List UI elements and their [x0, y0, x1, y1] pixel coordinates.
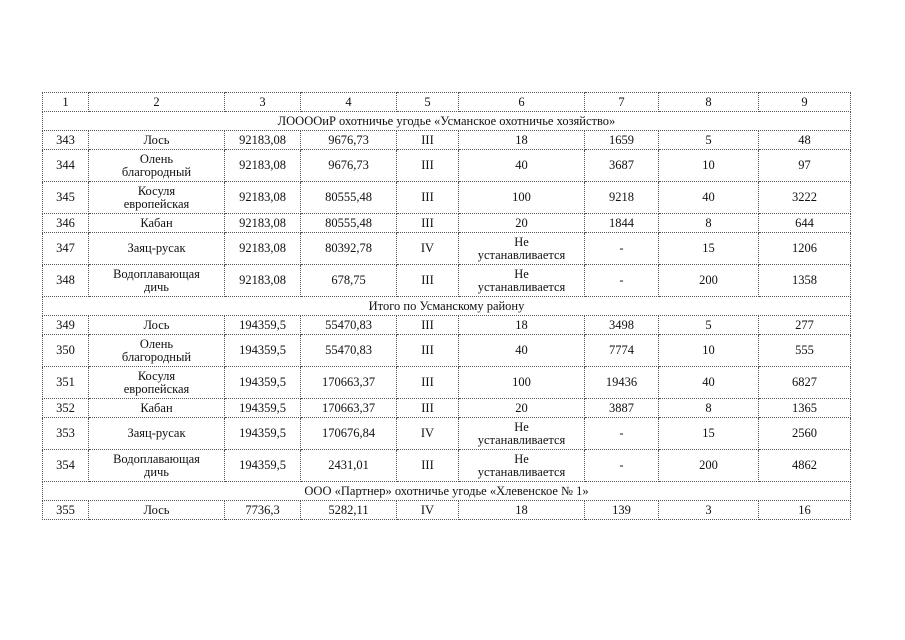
table-cell: 40 [659, 182, 759, 214]
table-cell: III [397, 450, 459, 482]
table-cell: 92183,08 [225, 265, 301, 297]
table-cell: 170676,84 [301, 418, 397, 450]
table-cell: IV [397, 501, 459, 520]
table-cell: 9676,73 [301, 131, 397, 150]
table-cell: - [585, 233, 659, 265]
table-cell: - [585, 265, 659, 297]
section-title: ООО «Партнер» охотничье угодье «Хлевенское № 1» [43, 482, 851, 501]
table-cell: Заяц-русак [89, 418, 225, 450]
header-cell: 2 [89, 93, 225, 112]
table-cell: 20 [459, 214, 585, 233]
table-cell: 80555,48 [301, 182, 397, 214]
table-cell: IV [397, 418, 459, 450]
table-row [43, 316, 851, 335]
table-cell: 3222 [759, 182, 851, 214]
table-cell: 351 [43, 367, 89, 399]
table-cell: - [585, 418, 659, 450]
header-row [43, 93, 851, 112]
table-cell: 8 [659, 214, 759, 233]
table-cell: 5282,11 [301, 501, 397, 520]
table-row [43, 233, 851, 265]
table-cell: 277 [759, 316, 851, 335]
table-cell: 9676,73 [301, 150, 397, 182]
section-title: ЛООООиР охотничье угодье «Усманское охотничье хозяйство» [43, 112, 851, 131]
table-cell: Не устанавливается [459, 418, 585, 450]
table-cell: 346 [43, 214, 89, 233]
table-cell: 555 [759, 335, 851, 367]
table-cell: Кабан [89, 214, 225, 233]
table-cell: Водоплавающая дичь [89, 450, 225, 482]
table-cell: 644 [759, 214, 851, 233]
table-cell: 92183,08 [225, 150, 301, 182]
table-cell: IV [397, 233, 459, 265]
table-cell: 5 [659, 316, 759, 335]
table-cell: 200 [659, 265, 759, 297]
table-cell: 15 [659, 418, 759, 450]
header-cell: 7 [585, 93, 659, 112]
table-cell: 10 [659, 335, 759, 367]
table-cell: 19436 [585, 367, 659, 399]
table-cell: 40 [459, 335, 585, 367]
table-cell: 3498 [585, 316, 659, 335]
table-row [43, 418, 851, 450]
table-cell: 349 [43, 316, 89, 335]
table-cell: 4862 [759, 450, 851, 482]
table-row [43, 131, 851, 150]
table-cell: Лось [89, 316, 225, 335]
table-cell: 20 [459, 399, 585, 418]
header-cell: 4 [301, 93, 397, 112]
table-cell: 3 [659, 501, 759, 520]
table-cell: 2560 [759, 418, 851, 450]
table-cell: 8 [659, 399, 759, 418]
table-cell: Не устанавливается [459, 450, 585, 482]
table-cell: 18 [459, 501, 585, 520]
table-cell: 348 [43, 265, 89, 297]
table-row [43, 182, 851, 214]
table-cell: - [585, 450, 659, 482]
table-cell: 194359,5 [225, 316, 301, 335]
table-cell: 9218 [585, 182, 659, 214]
table-cell: Лось [89, 501, 225, 520]
table-cell: III [397, 399, 459, 418]
table-cell: 353 [43, 418, 89, 450]
table-row [43, 450, 851, 482]
table-cell: Олень благородный [89, 150, 225, 182]
table-cell: 352 [43, 399, 89, 418]
table-cell: 18 [459, 131, 585, 150]
data-table [42, 92, 851, 520]
table-cell: Олень благородный [89, 335, 225, 367]
table-cell: Косуля европейская [89, 182, 225, 214]
table-cell: 1844 [585, 214, 659, 233]
table-cell: 80392,78 [301, 233, 397, 265]
table-cell: 1358 [759, 265, 851, 297]
table-cell: 6827 [759, 367, 851, 399]
table-row [43, 399, 851, 418]
table-cell: 40 [459, 150, 585, 182]
table-cell: Не устанавливается [459, 265, 585, 297]
table-cell: Не устанавливается [459, 233, 585, 265]
table-cell: III [397, 265, 459, 297]
table-cell: 170663,37 [301, 367, 397, 399]
table-cell: 170663,37 [301, 399, 397, 418]
table-cell: Косуля европейская [89, 367, 225, 399]
table-cell: 16 [759, 501, 851, 520]
header-cell: 9 [759, 93, 851, 112]
table-cell: III [397, 214, 459, 233]
table-cell: 10 [659, 150, 759, 182]
table-cell: Кабан [89, 399, 225, 418]
table-cell: III [397, 316, 459, 335]
table-cell: 1365 [759, 399, 851, 418]
table-cell: 55470,83 [301, 335, 397, 367]
table-row [43, 501, 851, 520]
table-cell: 100 [459, 182, 585, 214]
table-cell: III [397, 150, 459, 182]
table-cell: Заяц-русак [89, 233, 225, 265]
table-cell: 92183,08 [225, 233, 301, 265]
table-cell: 1206 [759, 233, 851, 265]
table-cell: 194359,5 [225, 418, 301, 450]
table-cell: 5 [659, 131, 759, 150]
table-cell: 194359,5 [225, 399, 301, 418]
table-cell: 678,75 [301, 265, 397, 297]
table-row [43, 150, 851, 182]
table-row [43, 265, 851, 297]
table-cell: 355 [43, 501, 89, 520]
table-row [43, 214, 851, 233]
table-row [43, 335, 851, 367]
table-cell: 194359,5 [225, 335, 301, 367]
header-cell: 3 [225, 93, 301, 112]
table-cell: 15 [659, 233, 759, 265]
table-cell: 1659 [585, 131, 659, 150]
header-cell: 8 [659, 93, 759, 112]
table-cell: 194359,5 [225, 450, 301, 482]
table-cell: 350 [43, 335, 89, 367]
table-cell: Водоплавающая дичь [89, 265, 225, 297]
table-cell: III [397, 335, 459, 367]
table-cell: 139 [585, 501, 659, 520]
header-cell: 6 [459, 93, 585, 112]
section-row [43, 482, 851, 501]
table-cell: 345 [43, 182, 89, 214]
table-cell: 3887 [585, 399, 659, 418]
table-cell: 48 [759, 131, 851, 150]
header-cell: 5 [397, 93, 459, 112]
table-cell: 3687 [585, 150, 659, 182]
table-cell: 354 [43, 450, 89, 482]
table-cell: 55470,83 [301, 316, 397, 335]
table-cell: III [397, 182, 459, 214]
table-cell: 7774 [585, 335, 659, 367]
table-cell: 92183,08 [225, 182, 301, 214]
table-cell: 200 [659, 450, 759, 482]
section-row [43, 297, 851, 316]
table-cell: III [397, 367, 459, 399]
table-cell: Лось [89, 131, 225, 150]
table-cell: 100 [459, 367, 585, 399]
table-cell: 347 [43, 233, 89, 265]
table-cell: 7736,3 [225, 501, 301, 520]
section-title: Итого по Усманскому району [43, 297, 851, 316]
table-cell: 343 [43, 131, 89, 150]
table-cell: III [397, 131, 459, 150]
table-cell: 97 [759, 150, 851, 182]
table-cell: 92183,08 [225, 131, 301, 150]
table-cell: 80555,48 [301, 214, 397, 233]
table-cell: 344 [43, 150, 89, 182]
table-cell: 194359,5 [225, 367, 301, 399]
header-cell: 1 [43, 93, 89, 112]
table-cell: 92183,08 [225, 214, 301, 233]
table-cell: 18 [459, 316, 585, 335]
table-cell: 40 [659, 367, 759, 399]
table-body [43, 93, 851, 520]
section-row [43, 112, 851, 131]
table-row [43, 367, 851, 399]
table-cell: 2431,01 [301, 450, 397, 482]
